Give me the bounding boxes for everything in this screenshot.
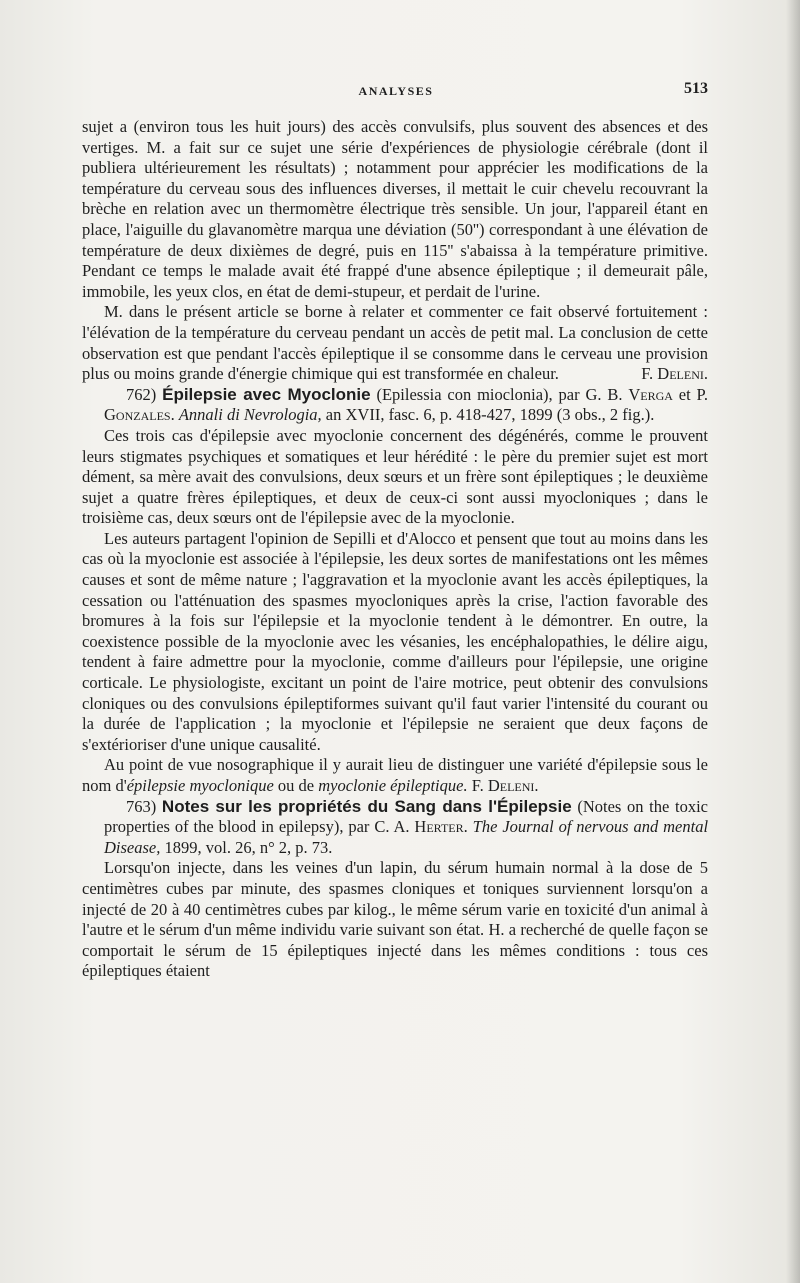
signature-1: F. Deleni.: [641, 364, 708, 384]
entry-762-author-1: Verga: [628, 384, 673, 404]
entry-762-author-2: Gonzales.: [104, 405, 175, 425]
entry-763-heading: [82, 797, 708, 859]
paragraph-4: Les auteurs partagent l'opinion de Sepilli et d'Alocco et pensent que tout au moins dans les cas où la myoclonie est associée à l'épilepsie, les deux sortes de manifestations ont les mêmes causes et sont de même nature ; l'aggravation et la myoclonie avant les accès épileptiques, la cessation ou l'atténuation des spasmes myocloniques après la crise, l'action favorable des bromures à la fois sur l'épilepsie et la myoclonie tendent à le démontrer. En outre, la coexistence possible de la myoclonie avec les vésanies, les encéphalopathies, le délire aigu, tendent à faire admettre pour la myoclonie, comme d'ailleurs pour l'épilepsie, une origine corticale. Le physiologiste, excitant un point de l'aire motrice, peut obtenir des convulsions cloniques ou des convulsions épileptiformes suivant qu'il faut varier l'intensité du courant ou la durée de l'application ; la myoclonie et l'épilepsie ne seraient que deux façons de s'extérioriser d'une unique causalité.: [82, 528, 708, 754]
entry-763-journal: The Journal of nervous and mental Disease,: [104, 817, 709, 857]
paragraph-5-text-2: ou de: [277, 776, 315, 795]
entry-763-title: Notes sur les propriétés du Sang dans l'Épilepsie: [161, 796, 572, 816]
entry-762-journal: Annali di Nevrologia,: [178, 405, 322, 425]
paragraph-2-text: M. dans le présent article se borne à relater et commenter ce fait observé fortuitement : l'élévation de la température du cerveau pendant un accès de petit mal. La conclusion de cette observation est que pendant l'accès épileptique il se consomme dans le cerveau une provision plus ou moins grande d'énergie chimique qui est transformée en chaleur.: [82, 302, 708, 384]
paragraph-6: Lorsqu'on injecte, dans les veines d'un lapin, du sérum humain normal à la dose de 5 centimètres cubes par minute, des spasmes cloniques et toniques surviennent lorsqu'on a injecté de 20 à 40 centimètres cubes par kilog., le même sérum varie en toxicité d'un animal à l'autre et le sérum d'un même individu varie suivant son état. H. a recherché de quelle façon se comportait le sérum de 15 épileptiques injecté dans les mêmes conditions : tous ces épileptiques étaient: [82, 858, 708, 981]
paragraph-2: [82, 302, 708, 384]
entry-762-text-3: an XVII, fasc. 6, p. 418-427, 1899 (3 obs., 2 fig.).: [325, 405, 655, 425]
entry-762-number: 762): [126, 384, 157, 404]
page-header: [84, 82, 708, 102]
signature-2: F. Deleni.: [471, 776, 539, 795]
entry-762-text-2: et P.: [678, 384, 709, 404]
paragraph-5-text-1: Au point de vue nosographique il y aurait lieu de distinguer une variété d'épilepsie sous le nom d': [82, 755, 708, 795]
page-gutter-shadow: [786, 0, 800, 1283]
entry-762-text-1: (Epilessia con mioclonia), par G. B.: [376, 384, 623, 404]
entry-763-number: 763): [126, 796, 157, 816]
paragraph-1: sujet a (environ tous les huit jours) des accès convulsifs, plus souvent des absences et des vertiges. M. a fait sur ce sujet une série d'expériences de physiologie cérébrale (dont il publiera ultérieurement les résultats) ; notamment pour apprécier les modifications de la température du cerveau sous des influences diverses, il mettait le cuir chevelu recouvrant la brèche en relation avec un thermomètre électrique très sensible. Un jour, l'appareil étant en place, l'aiguille du glavanomètre marqua une déviation (50'') correspondant à une élévation de température de deux dixièmes de degré, puis en 115'' s'abaissa à la température primitive. Pendant ce temps le malade avait été frappé d'une absence épileptique ; il demeurait pâle, immobile, les yeux clos, en état de demi-stupeur, et perdait de l'urine.: [82, 117, 708, 301]
paragraph-3: Ces trois cas d'épilepsie avec myoclonie concernent des dégénérés, comme le prouvent leurs stigmates psychiques et somatiques et leur hérédité : le père du premier sujet est mort dément, sa mère avait des convulsions, deux sœurs et un frère sont épileptiques ; le deuxième sujet a quatre frères épileptiques, et deux de ceux-ci sont aussi myocloniques ; dans le troisième cas, deux sœurs ont de l'épilepsie avec de la myoclonie.: [82, 425, 708, 528]
paragraph-5: [82, 755, 708, 796]
entry-762-title: Épilepsie avec Myoclonie: [162, 384, 371, 404]
entry-763-text-1: (Notes on the toxic properties of the blood in epilepsy), par C. A.: [104, 796, 708, 837]
entry-763-text-2: 1899, vol. 26, n° 2, p. 73.: [164, 837, 333, 857]
paragraph-5-italic-2: myoclonie épileptique.: [318, 776, 468, 795]
running-head: ANALYSES: [358, 84, 434, 98]
page-number: 513: [684, 80, 708, 97]
entry-763-author: Herter.: [414, 817, 468, 837]
paragraph-5-italic-1: épilepsie myoclonique: [126, 776, 274, 795]
entry-762-heading: [82, 385, 708, 426]
body-text: [82, 117, 708, 982]
